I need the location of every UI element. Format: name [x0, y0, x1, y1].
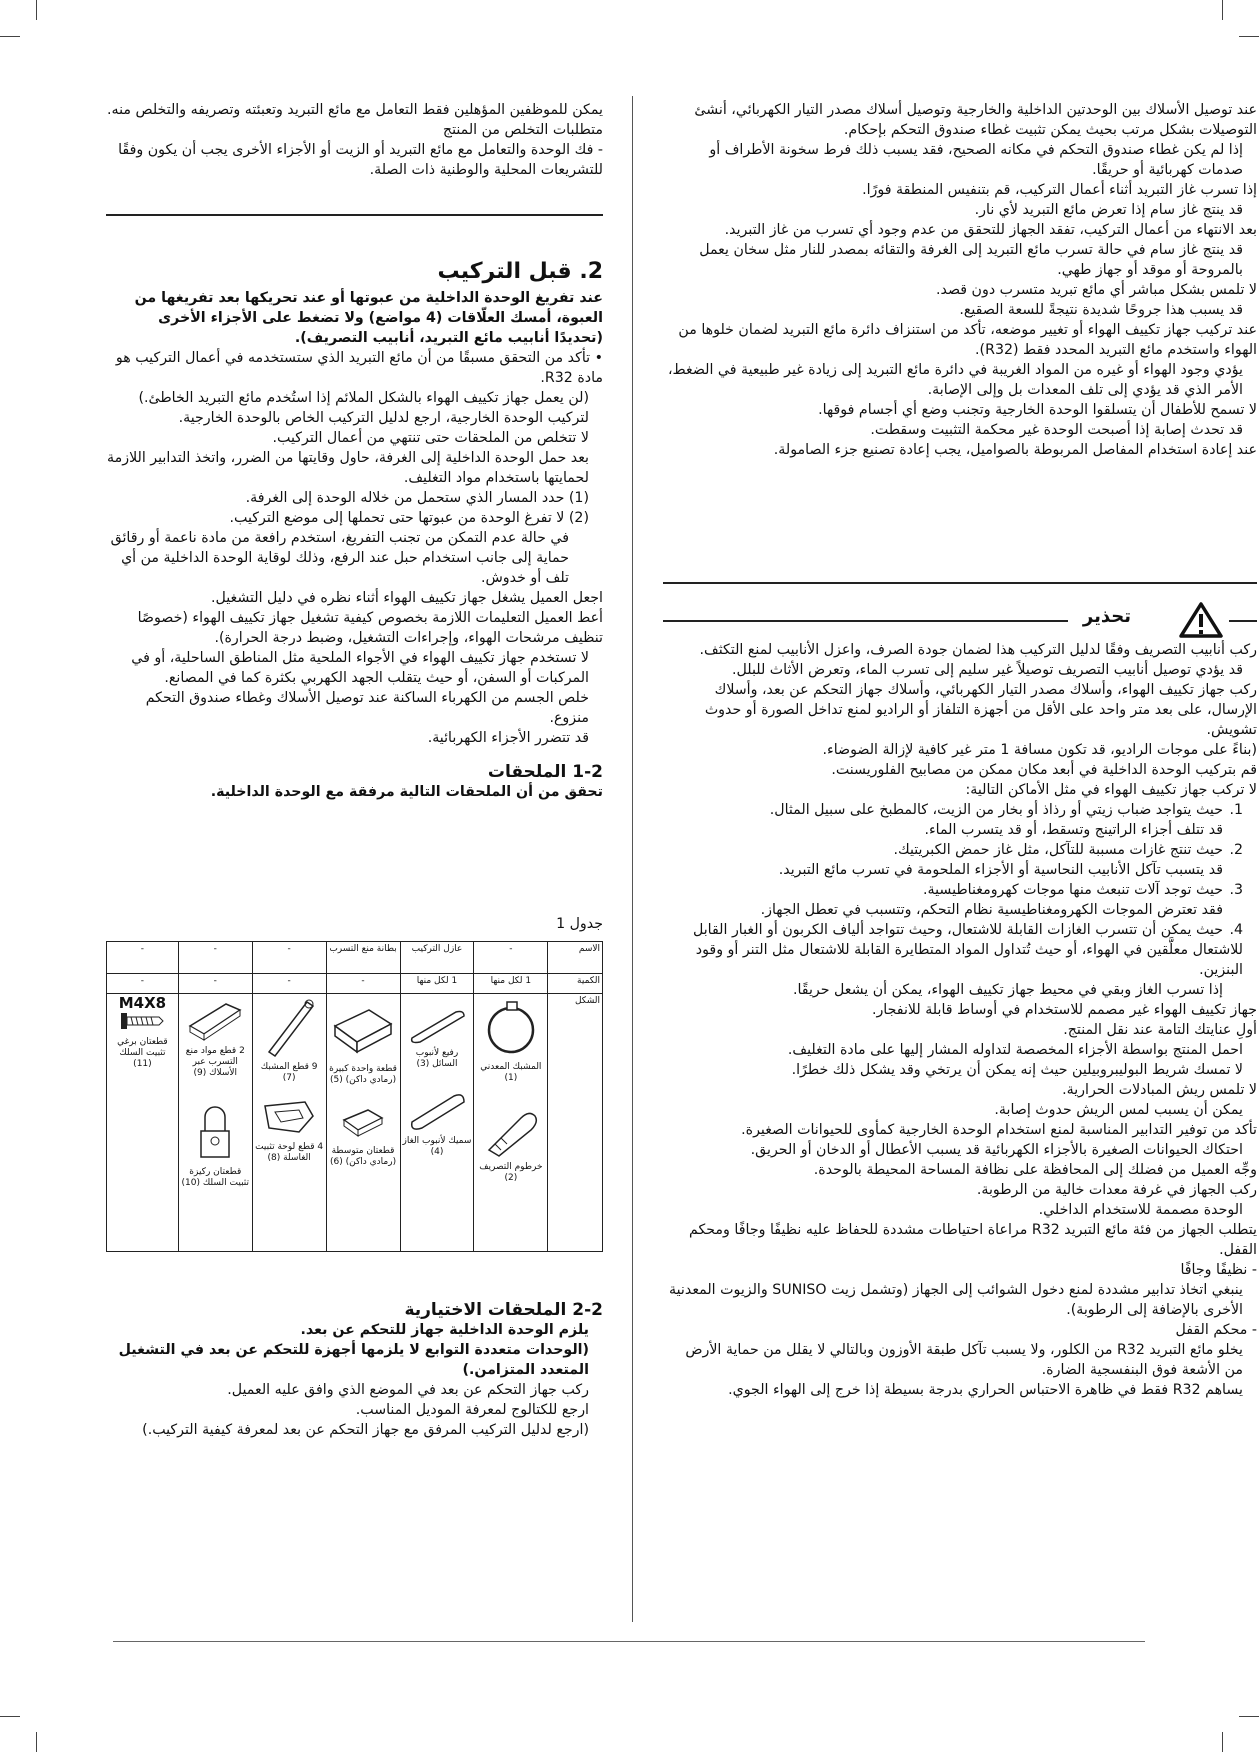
medium-sealing-pad-icon: [338, 1104, 388, 1142]
paragraph: خلص الجسم من الكهرباء الساكنة عند توصيل الأسلاك وغطاء صندوق التحكم منزوع.: [145, 690, 589, 726]
paragraph: يساهم R32 فقط في ظاهرة الاحتباس الحراري بدرجة بسيطة إذا خرج إلى الهواء الجوي.: [728, 1382, 1243, 1398]
table-cell: -: [178, 974, 252, 994]
paragraph: إذا لم يكن غطاء صندوق التحكم في مكانه الصحيح، فقد يسبب ذلك فرط سخونة الأطراف أو صدمات كهربائية أو حريقًا.: [709, 142, 1243, 178]
list-number: 3.: [1229, 882, 1243, 898]
section-rule: [663, 582, 1257, 584]
wire-clamp-base-icon: [191, 1101, 239, 1163]
column-divider: [632, 96, 633, 1622]
clamp-tie-icon: [261, 996, 317, 1058]
paragraph: - فك الوحدة والتعامل مع مائع التبريد أو الزيت أو الأجزاء الأخرى يجب أن يكون وفقًا للتشريعات المحلية والوطنية ذات الصلة.: [118, 142, 603, 178]
shape-cell: [474, 994, 548, 1252]
list-note: فقد تعترض الموجات الكهرومغناطيسية نظام التحكم، وتتسبب في تعطل الجهاز.: [760, 902, 1223, 918]
paragraph: تأكد من توفير التدابير المناسبة لمنع استخدام الوحدة الخارجية كمأوى للحيوانات الصغيرة.: [741, 1122, 1257, 1138]
paragraph: أعط العميل التعليمات اللازمة بخصوص كيفية تشغيل جهاز تكييف الهواء (خصوصًا تنظيف مرشحات الهواء، وإجراءات التشغيل، وضبط درجة الحرارة).: [137, 610, 603, 646]
crop-mark: [1222, 1732, 1223, 1752]
paragraph: لا تلمس بشكل مباشر أي مائع تبريد متسرب دون قصد.: [936, 282, 1257, 298]
paragraph: لا تتخلص من الملحقات حتى تنتهي من أعمال التركيب.: [272, 430, 589, 446]
fixing-screw-label: قطعتان برغي تثبيت السلك (11): [117, 1037, 168, 1069]
list-text: حيث توجد آلات تنبعث منها موجات كهرومغناطيسية.: [923, 882, 1223, 898]
list-text: حيث يتواجد ضباب زيتي أو رذاذ أو بخار من الزيت، كالمطبخ على سبيل المثال.: [769, 802, 1223, 818]
table-row: [107, 994, 603, 1252]
table-caption: [106, 914, 603, 934]
paragraph: قد يؤدي توصيل أنابيب التصريف توصيلاً غير سليم إلى تسرب الماء، وتعرض الأثاث للبلل.: [732, 662, 1243, 678]
washer-plate-icon: [259, 1096, 319, 1138]
paragraph: ركب جهاز تكييف الهواء، وأسلاك مصدر التيار الكهربائي، وأسلاك جهاز التحكم عن بعد، وأسلاك الإرسال، على بعد متر واحد على الأقل من أجهزة التلفاز أو الراديو لمنع تداخل الصورة أو حدوث تشويش.: [704, 682, 1257, 738]
paragraph: لا تمسك شريط البوليبروبيلين حيث إنه يمكن أن يرتخي وقد يشكل ذلك خطرًا.: [791, 1062, 1243, 1078]
subsection-title: 2-2 الملحقات الاختيارية: [404, 1300, 603, 1320]
paragraph: قم بتركيب الوحدة الداخلية في أبعد مكان ممكن من مصابيح الفلوريسنت.: [831, 762, 1257, 778]
paragraph: (ارجع لدليل التركيب المرفق مع جهاز التحكم عن بعد لمعرفة كيفية التركيب.): [142, 1422, 589, 1438]
table-cell: 1 لكل منها: [400, 974, 474, 994]
warning-triangle-icon: [1179, 602, 1223, 638]
paragraph: (لن يعمل جهاز تكييف الهواء بالشكل الملائم إذا استُخدم مائع التبريد الخاطئ.): [138, 390, 589, 406]
paragraph: لا تسمح للأطفال أن يتسلقوا الوحدة الخارجية وتجنب وضع أي أجسام فوقها.: [818, 402, 1257, 418]
thick-insulation-label: سميك لأنبوب الغاز (4): [402, 1136, 472, 1157]
shape-cell: [178, 994, 252, 1252]
crop-mark: [36, 1732, 37, 1752]
shape-cell: [326, 994, 400, 1252]
list-text: حيث تنتج غازات مسببة للتآكل، مثل غاز حمض الكبريتيك.: [893, 842, 1223, 858]
subsection-title: 1-2 الملحقات: [487, 762, 603, 782]
caution-rule: [1229, 620, 1257, 622]
shape-cell: [252, 994, 326, 1252]
crop-mark: [0, 36, 20, 37]
list-text: حيث يمكن أن تتسرب الغازات القابلة للاشتعال، وحيث تتواجد ألياف الكربون أو الغبار القابل للاشتعال معلَّقين في الهواء، أو حيث تُتداول المواد المتطايرة القابلة للاشتعال مثل التنر أو وقود البنزين.: [692, 922, 1243, 978]
paragraph: جهاز تكييف الهواء غير مصمم للاستخدام في أوساط قابلة للانفجار.: [871, 1002, 1257, 1018]
subsection-intro: تحقق من أن الملحقات التالية مرفقة مع الوحدة الداخلية.: [210, 784, 603, 800]
step-note: في حالة عدم التمكن من تجنب التفريغ، استخدم رافعة من مادة ناعمة أو رقائق حماية إلى جانب استخدام حبل عند الرفع، وذلك لوقاية الوحدة الداخلية من أي تلف أو خدوش.: [110, 530, 569, 586]
drain-hose-icon: [481, 1100, 541, 1158]
paragraph: متطلبات التخلص من المنتج: [442, 122, 603, 138]
subheading: - نظيفًا وجافًا: [1180, 1262, 1257, 1278]
shape-cell: [400, 994, 474, 1252]
paragraph: قد تحدث إصابة إذا أصبحت الوحدة غير محكمة التثبيت وسقطت.: [870, 422, 1243, 438]
table-cell: -: [474, 942, 548, 974]
bullet-item: • تأكد من التحقق مسبقًا من أن مائع التبريد الذي ستستخدمه في أعمال التركيب هو مادة R32.: [115, 350, 603, 386]
fixing-screw-icon: [117, 1009, 167, 1033]
list-item: [663, 880, 1257, 900]
medium-sealing-pad-label: قطعتان متوسطة (رمادي داكن) (6): [329, 1146, 397, 1167]
drain-hose-label: خرطوم التصريف (2): [479, 1162, 543, 1183]
paragraph: وجِّه العميل من فضلك إلى المحافظة على نظافة المساحة المحيطة بالوحدة.: [813, 1162, 1257, 1178]
table-cell: -: [326, 974, 400, 994]
right-column-top: [663, 100, 1257, 460]
caution-body: [663, 640, 1257, 1400]
clamp-tie-label: 9 قطع المشبك (7): [260, 1062, 318, 1083]
paragraph: لا تستخدم جهاز تكييف الهواء في الأجواء الملحية مثل المناطق الساحلية، أو في المركبات أو السفن، أو حيث يتقلب الجهد الكهربي بكثرة كما في المصانع.: [131, 650, 589, 686]
table-cell: -: [252, 974, 326, 994]
bold-paragraph: (الوحدات متعددة التوابع لا يلزمها أجهزة للتحكم عن بعد في التشغيل المتعدد المتزامن.): [118, 1342, 589, 1378]
paragraph: عند تركيب جهاز تكييف الهواء أو تغيير موضعه، تأكد من استنزاف دائرة مائع التبريد لضمان خلوها من الهواء واستخدم مائع التبريد المحدد فقط (R32).: [678, 322, 1257, 358]
list-note: قد يتسبب تآكل الأنابيب النحاسية أو الأجزاء الملحومة في تسرب مائع التبريد.: [778, 862, 1223, 878]
thin-insulation-label: رفيع لأنبوب السائل (3): [415, 1048, 459, 1069]
section-title: 2. قبل التركيب: [437, 259, 603, 284]
subheading: - محكم القفل: [1175, 1322, 1257, 1338]
wire-clamp-base-label: قطعتان ركيزة تثبيت السلك (10): [181, 1167, 250, 1188]
paragraph: يخلو مائع التبريد R32 من الكلور، ولا يسبب تآكل طبقة الأوزون وبالتالي لا يقلل من حماية الأرض من الأشعة فوق البنفسجية الضارة.: [685, 1342, 1243, 1378]
list-item: [663, 840, 1257, 860]
section-rule: [106, 214, 603, 216]
paragraph: بعد الانتهاء من أعمال التركيب، تفقد الجهاز للتحقق من عدم وجود أي تسرب من غاز التبريد.: [724, 222, 1257, 238]
paragraph: ركب الجهاز في غرفة معدات خالية من الرطوبة.: [976, 1182, 1257, 1198]
paragraph: لا تلمس ريش المبادلات الحرارية.: [1062, 1082, 1257, 1098]
thick-insulation-icon: [406, 1088, 468, 1132]
metal-clamp-label: المشبك المعدني (1): [480, 1062, 542, 1083]
accessories-table: [106, 941, 603, 1252]
table-row: [107, 942, 603, 974]
crop-mark: [1239, 36, 1259, 37]
paragraph: احمل المنتج بواسطة الأجزاء المخصصة لتداوله المشار إليها على مادة التغليف.: [787, 1042, 1243, 1058]
table-cell: -: [107, 942, 179, 974]
paragraph: عند توصيل الأسلاك بين الوحدتين الداخلية والخارجية وتوصيل أسلاك مصدر التيار الكهربائي، أنشئ التوصيلات بشكل مرتب بحيث يمكن تثبيت غطاء صندوق التحكم بإحكام.: [694, 102, 1257, 138]
metal-clamp-icon: [481, 996, 541, 1058]
row-header: الشكل: [548, 994, 603, 1252]
wire-sealing-material-label: 2 قطع مواد منع التسرب عبر الأسلاك (9): [185, 1046, 245, 1078]
table-cell: عازل التركيب: [400, 942, 474, 974]
caution-title: تحذير: [1082, 606, 1131, 627]
paragraph: يتطلب الجهاز من فئة مائع التبريد R32 مراعاة احتياطات مشددة للحفاظ عليه نظيفًا وجافًا ومحكم القفل.: [689, 1222, 1257, 1258]
crop-mark: [1239, 1716, 1259, 1717]
paragraph: (بناءً على موجات الراديو، قد تكون مسافة 1 متر غير كافية لإزالة الضوضاء.: [822, 742, 1257, 758]
paragraph: احتكاك الحيوانات الصغيرة بالأجزاء الكهربائية قد يسبب الأعطال أو الدخان أو الحريق.: [750, 1142, 1243, 1158]
paragraph: يمكن أن يسبب لمس الريش حدوث إصابة.: [994, 1102, 1243, 1118]
paragraph: ارجع للكتالوج لمعرفة الموديل المناسب.: [355, 1402, 589, 1418]
bold-paragraph: يلزم الوحدة الداخلية جهاز للتحكم عن بعد.: [300, 1322, 589, 1338]
large-sealing-pad-icon: [331, 1004, 395, 1060]
paragraph: اجعل العميل يشغل جهاز تكييف الهواء أثناء نظره في دليل التشغيل.: [210, 590, 603, 606]
list-number: 1.: [1229, 802, 1243, 818]
table-cell: -: [252, 942, 326, 974]
step-item: (1) حدد المسار الذي ستحمل من خلاله الوحدة إلى الغرفة.: [245, 490, 589, 506]
paragraph: ينبغي اتخاذ تدابير مشددة لمنع دخول الشوائب إلى الجهاز (وتشمل زيت SUNISO والزيوت المعدنية الأخرى بالإضافة إلى الرطوبة).: [669, 1282, 1243, 1318]
table-cell: بطانة منع التسرب: [326, 942, 400, 974]
table-cell: -: [178, 942, 252, 974]
paragraph: ركب جهاز التحكم عن بعد في الموضع الذي وافق عليه العميل.: [227, 1382, 589, 1398]
crop-mark: [36, 0, 37, 20]
wire-sealing-material-icon: [186, 996, 244, 1042]
washer-plate-label: 4 قطع لوحة تثبيت الغاسلة (8): [255, 1142, 324, 1163]
paragraph: لا تركب جهاز تكييف الهواء في مثل الأماكن التالية:: [965, 782, 1257, 798]
step-item: (2) لا تفرغ الوحدة من عبوتها حتى تحملها إلى موضع التركيب.: [229, 510, 589, 526]
caution-header: [663, 602, 1257, 638]
caption-text: جدول 1: [556, 916, 603, 932]
paragraph: قد ينتج غاز سام في حالة تسرب مائع التبريد إلى الغرفة والتقائه بمصدر للنار مثل سخان يعمل بالمروحة أو موقد أو جهاز طهي.: [699, 242, 1243, 278]
thin-insulation-icon: [406, 1006, 468, 1044]
paragraph: أولِ عنايتك التامة عند نقل المنتج.: [1063, 1022, 1257, 1038]
row-header: الاسم: [548, 942, 603, 974]
caution-rule: [663, 620, 1068, 622]
row-header: الكمية: [548, 974, 603, 994]
paragraph: لتركيب الوحدة الخارجية، ارجع لدليل التركيب الخاص بالوحدة الخارجية.: [178, 410, 589, 426]
list-note: إذا تسرب الغاز وبقي في محيط جهاز تكييف الهواء، يمكن أن يشعل حريقًا.: [792, 982, 1223, 998]
list-item: [663, 800, 1257, 820]
table-cell: -: [107, 974, 179, 994]
list-number: 4.: [1229, 922, 1243, 938]
paragraph: يؤدي وجود الهواء أو غيره من المواد الغريبة في دائرة مائع التبريد إلى زيادة غير طبيعية في الضغط، الأمر الذي قد يؤدي إلى تلف المعدات بل وإلى الإصابة.: [667, 362, 1243, 398]
paragraph: قد تتضرر الأجزاء الكهربائية.: [427, 730, 589, 746]
table-cell: 1 لكل منها: [474, 974, 548, 994]
paragraph: ركب أنابيب التصريف وفقًا لدليل التركيب هذا لضمان جودة الصرف، واعزل الأنابيب لمنع التكثف.: [699, 642, 1257, 658]
paragraph: عند إعادة استخدام المفاصل المربوطة بالصواميل، يجب إعادة تصنيع جزء الصامولة.: [773, 442, 1257, 458]
before-installation-section: [106, 259, 603, 802]
paragraph: قد يسبب هذا جروحًا شديدة نتيجةً للسعة الصقيع.: [959, 302, 1243, 318]
optional-accessories: [106, 1300, 603, 1440]
shape-cell: [107, 994, 179, 1252]
footer-rule: [113, 1641, 1145, 1642]
table-row: [107, 974, 603, 994]
paragraph: إذا تسرب غاز التبريد أثناء أعمال التركيب، قم بتنفيس المنطقة فورًا.: [862, 182, 1257, 198]
large-sealing-pad-label: قطعة واحدة كبيرة (رمادي داكن) (5): [329, 1064, 397, 1085]
paragraph: قد ينتج غاز سام إذا تعرض مائع التبريد لأي نار.: [974, 202, 1243, 218]
paragraph: يمكن للموظفين المؤهلين فقط التعامل مع مائع التبريد وتعبئته وتصريفه والتخلص منه.: [106, 102, 603, 118]
screw-size: M4X8: [118, 994, 167, 1012]
left-column-top: [106, 100, 603, 180]
crop-mark: [0, 1716, 20, 1717]
list-number: 2.: [1229, 842, 1243, 858]
list-item: [663, 920, 1257, 980]
list-note: قد تتلف أجزاء الراتينج وتسقط، أو قد يتسرب الماء.: [924, 822, 1223, 838]
paragraph: الوحدة مصممة للاستخدام الداخلي.: [1038, 1202, 1243, 1218]
crop-mark: [1222, 0, 1223, 20]
paragraph: بعد حمل الوحدة الداخلية إلى الغرفة، حاول وقايتها من الضرر، واتخذ التدابير اللازمة لحمايتها باستخدام مواد التغليف.: [107, 450, 589, 486]
section-intro: عند تفريغ الوحدة الداخلية من عبوتها أو عند تحريكها بعد تفريغها من العبوة، أمسك العلّاقات (4 مواضع) ولا تضغط على الأجزاء الأخرى (تحديدًا أنابيب مائع التبريد، أنابيب التصريف).: [134, 290, 603, 346]
